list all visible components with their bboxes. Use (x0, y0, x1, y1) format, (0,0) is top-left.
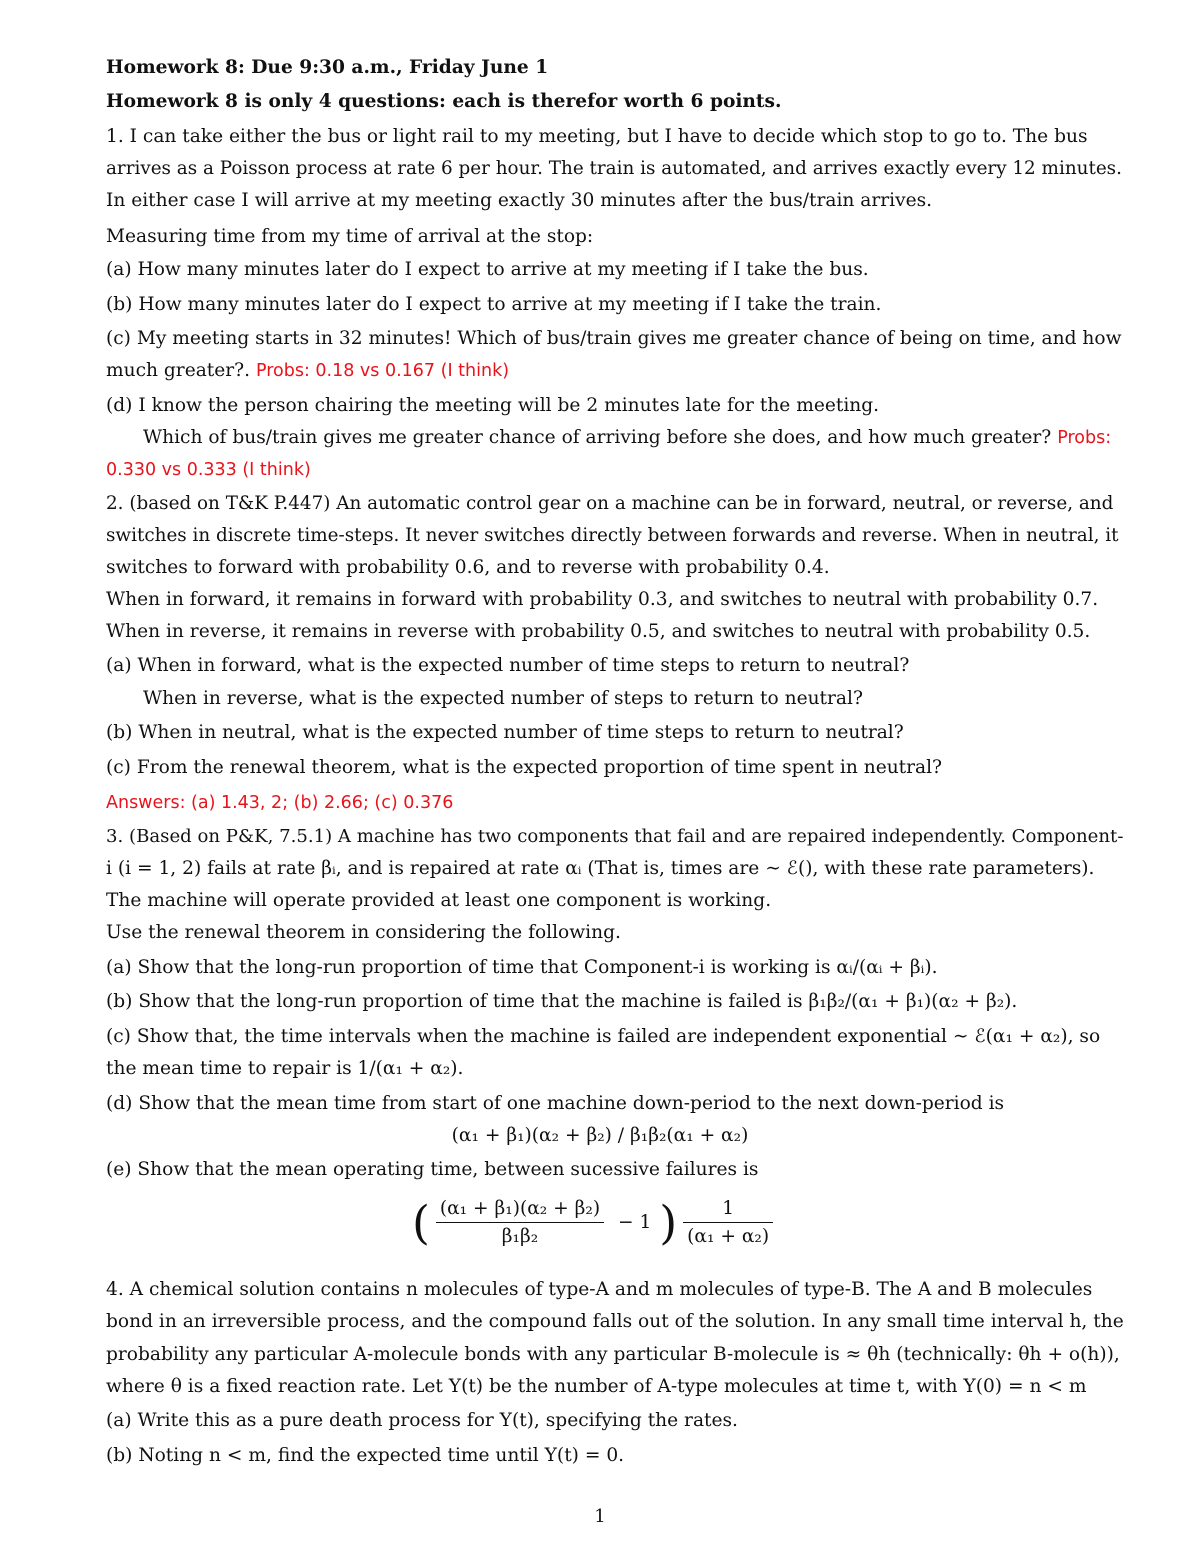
q3-part-d-formula: (α₁ + β₁)(α₂ + β₂) / β₁β₂(α₁ + α₂) (451, 1125, 749, 1146)
q1-part-b: (b) How many minutes later do I expect to arrive at my meeting if I take the train. (106, 294, 882, 315)
q1-part-d-text: Which of bus/train gives me greater chance of arriving before she does, and how much greater? (143, 427, 1052, 448)
q2-part-a-line-1: (a) When in forward, what is the expected number of time steps to return to neutral? (106, 655, 910, 676)
formula-fraction-2 (683, 1198, 773, 1247)
q1-line-1: 1. I can take either the bus or light rail to my meeting, but I have to decide which stop to go to. The bus (106, 126, 1088, 147)
homework-title: Homework 8: Due 9:30 a.m., Friday June 1 (106, 57, 549, 78)
q2-line-3: switches to forward with probability 0.6, and to reverse with probability 0.4. (106, 557, 830, 578)
q4-line-3: probability any particular A-molecule bonds with any particular B-molecule is ≈ θh (technically: θh + o(h)), (106, 1344, 1120, 1365)
q2-line-4: When in forward, it remains in forward with probability 0.3, and switches to neutral with probability 0.7. (106, 589, 1099, 610)
q4-line-4: where θ is a fixed reaction rate. Let Y(t) be the number of A-type molecules at time t, with Y(0) = n < m (106, 1376, 1087, 1397)
q1-part-d-answer-label: Probs: (1057, 428, 1112, 448)
q3-part-c-line-1: (c) Show that, the time intervals when the machine is failed are independent exponential ∼ ℰ(α₁ + α₂), so (106, 1026, 1101, 1047)
q1-part-c-text: much greater?. (106, 360, 251, 381)
q1-part-c-line-2 (106, 360, 509, 382)
fraction-1-numerator: (α₁ + β₁)(α₂ + β₂) (436, 1198, 604, 1223)
q3-part-a: (a) Show that the long-run proportion of time that Component-i is working is αᵢ/(αᵢ + βᵢ). (106, 957, 938, 978)
q1-part-d-answer-note: 0.330 vs 0.333 (I think) (106, 460, 311, 480)
q2-line-5: When in reverse, it remains in reverse with probability 0.5, and switches to neutral with probability 0.5. (106, 621, 1091, 642)
homework-subtitle: Homework 8 is only 4 questions: each is therefor worth 6 points. (106, 91, 782, 112)
q4-part-b: (b) Noting n < m, find the expected time until Y(t) = 0. (106, 1445, 625, 1466)
q3-line-1: 3. (Based on P&K, 7.5.1) A machine has two components that fail and are repaired independently. Component- (106, 826, 1124, 847)
page-number: 1 (594, 1506, 606, 1527)
q1-part-d-line-2 (143, 427, 1111, 449)
fraction-1-denominator: β₁β₂ (501, 1226, 539, 1247)
q4-part-a: (a) Write this as a pure death process for Y(t), specifying the rates. (106, 1410, 738, 1431)
q4-line-2: bond in an irreversible process, and the compound falls out of the solution. In any small time interval h, the (106, 1311, 1124, 1332)
q2-answers: Answers: (a) 1.43, 2; (b) 2.66; (c) 0.376 (106, 793, 454, 813)
formula-fraction-1 (436, 1198, 604, 1247)
formula-close-paren: ) (659, 1195, 678, 1250)
q1-part-d-line-1: (d) I know the person chairing the meeting will be 2 minutes late for the meeting. (106, 395, 880, 416)
formula-minus-one: − 1 (618, 1212, 652, 1233)
q3-part-c-line-2: the mean time to repair is 1/(α₁ + α₂). (106, 1058, 464, 1079)
q3-part-e-formula (412, 1195, 773, 1250)
q3-part-b: (b) Show that the long-run proportion of time that the machine is failed is β₁β₂/(α₁ + β₁)(α₂ + β₂). (106, 991, 1018, 1012)
q2-part-a-line-2: When in reverse, what is the expected number of steps to return to neutral? (143, 688, 863, 709)
q3-part-e: (e) Show that the mean operating time, between sucessive failures is (106, 1159, 759, 1180)
q2-part-b: (b) When in neutral, what is the expected number of time steps to return to neutral? (106, 722, 904, 743)
q3-line-4: Use the renewal theorem in considering the following. (106, 922, 621, 943)
q1-line-3: In either case I will arrive at my meeting exactly 30 minutes after the bus/train arrives. (106, 190, 933, 211)
q1-line-4: Measuring time from my time of arrival at the stop: (106, 226, 594, 247)
fraction-2-numerator: 1 (683, 1198, 773, 1223)
q1-line-2: arrives as a Poisson process at rate 6 per hour. The train is automated, and arrives exactly every 12 minutes. (106, 158, 1122, 179)
q1-part-a: (a) How many minutes later do I expect to arrive at my meeting if I take the bus. (106, 259, 869, 280)
q3-part-d: (d) Show that the mean time from start of one machine down-period to the next down-period is (106, 1093, 1005, 1114)
q2-line-2: switches in discrete time-steps. It never switches directly between forwards and reverse. When in neutral, it (106, 525, 1119, 546)
formula-open-paren: ( (412, 1195, 430, 1250)
q3-line-3: The machine will operate provided at least one component is working. (106, 890, 772, 911)
q1-part-c-line-1: (c) My meeting starts in 32 minutes! Which of bus/train gives me greater chance of being on time, and how (106, 328, 1122, 349)
fraction-2-denominator: (α₁ + α₂) (687, 1226, 770, 1247)
q2-line-1: 2. (based on T&K P.447) An automatic control gear on a machine can be in forward, neutral, or reverse, and (106, 493, 1114, 514)
q1-part-c-answer-note: Probs: 0.18 vs 0.167 (I think) (255, 361, 510, 381)
q3-line-2: i (i = 1, 2) fails at rate βᵢ, and is repaired at rate αᵢ (That is, times are ∼ ℰ(), with these rate parameters). (106, 858, 1095, 879)
q4-line-1: 4. A chemical solution contains n molecules of type-A and m molecules of type-B. The A and B molecules (106, 1279, 1093, 1300)
q2-part-c: (c) From the renewal theorem, what is the expected proportion of time spent in neutral? (106, 757, 943, 778)
